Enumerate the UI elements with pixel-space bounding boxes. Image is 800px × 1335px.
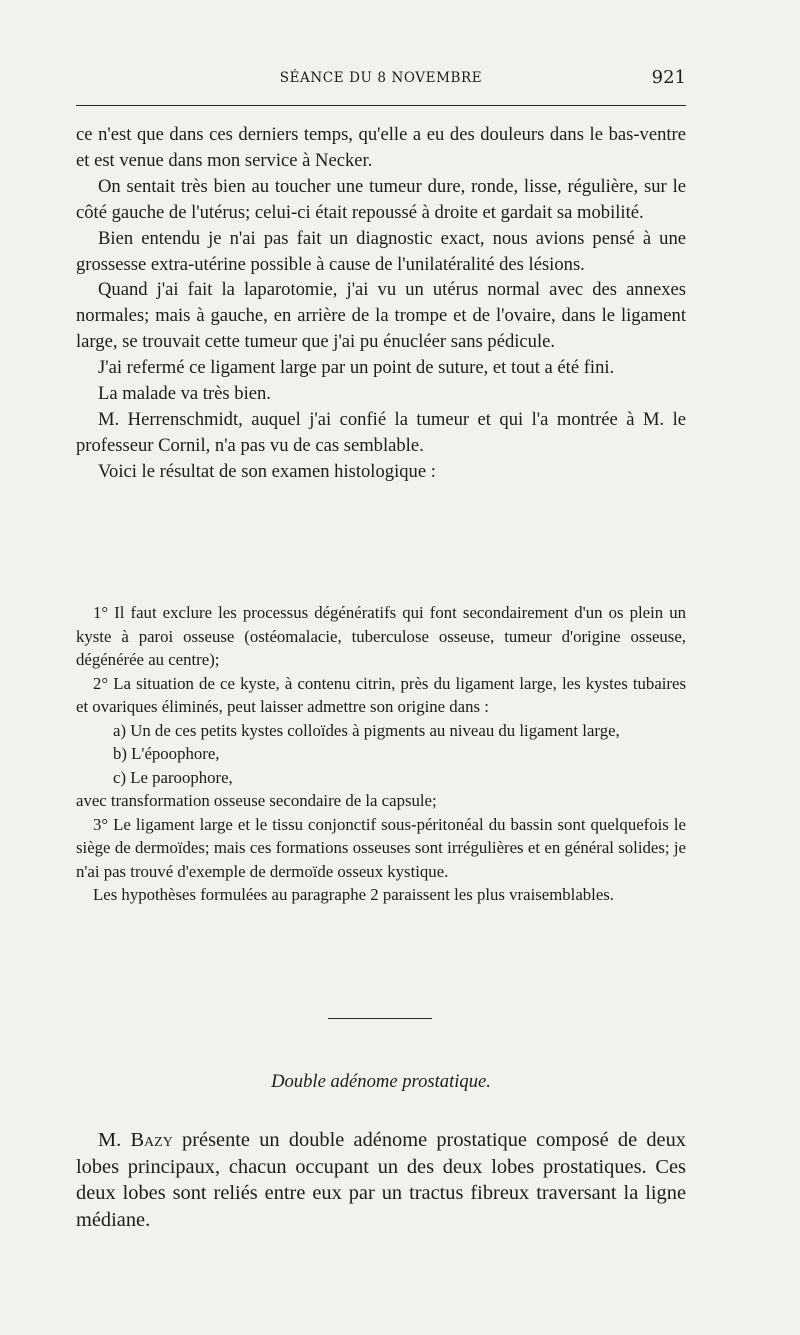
histology-point-2: 2° La situation de ce kyste, à contenu citrin, près du ligament large, les kystes tubaires et ovariques éliminés, peut laisser admettre son origine dans : bbox=[76, 673, 686, 716]
histology-option-c: c) Le paroophore, bbox=[113, 767, 233, 787]
paragraph: Voici le résultat de son examen histologique : bbox=[98, 460, 436, 482]
histology-option-a: a) Un de ces petits kystes colloïdes à pigments au niveau du ligament large, bbox=[113, 720, 620, 740]
section-divider bbox=[328, 1018, 432, 1019]
histology-conclusion: Les hypothèses formulées au paragraphe 2 paraissent les plus vraisemblables. bbox=[93, 885, 614, 904]
section-text: présente un double adénome prostatique composé de deux lobes principaux, chacun occupant un des deux lobes prostatiques. Ces deux lobes sont reliés entre eux par un tractus fibreux traversant la ligne médiane. bbox=[76, 1129, 686, 1231]
histology-report bbox=[76, 601, 686, 907]
histology-continuation: avec transformation osseuse secondaire de la capsule; bbox=[76, 791, 437, 810]
speaker-name: Bazy bbox=[130, 1129, 173, 1151]
section-body bbox=[76, 1127, 686, 1233]
histology-option-b: b) L'époophore, bbox=[113, 744, 220, 763]
running-title: SÉANCE DU 8 NOVEMBRE bbox=[279, 70, 483, 86]
header-rule bbox=[76, 105, 686, 106]
section-title: Double adénome prostatique. bbox=[271, 1071, 491, 1092]
page-number: 921 bbox=[651, 67, 686, 88]
paragraph: ce n'est que dans ces derniers temps, qu'elle a eu des douleurs dans le bas-ventre et est venue dans mon service à Necker. bbox=[76, 124, 686, 171]
main-text bbox=[76, 122, 686, 485]
paragraph: Quand j'ai fait la laparotomie, j'ai vu un utérus normal avec des annexes normales; mais à gauche, en arrière de la trompe et de l'ovaire, dans le ligament large, se trouvait cette tumeur que j'ai pu énucléer sans pédicule. bbox=[76, 279, 686, 353]
paragraph: On sentait très bien au toucher une tumeur dure, ronde, lisse, régulière, sur le côté gauche de l'utérus; celui-ci était repoussé à droite et gardait sa mobilité. bbox=[76, 175, 686, 223]
histology-point-1: 1° Il faut exclure les processus dégénératifs qui font secondairement d'un os plein un kyste à paroi osseuse (ostéomalacie, tuberculose osseuse, tumeur d'origine osseuse, dégénérée au centre); bbox=[76, 603, 686, 669]
histology-point-3: 3° Le ligament large et le tissu conjonctif sous-péritonéal du bassin sont quelquefois le siège de dermoïdes; mais ces formations osseuses sont irrégulières et en général solides; je n'ai pas trouvé d'exemple de dermoïde osseux kystique. bbox=[76, 814, 686, 881]
paragraph: M. Herrenschmidt, auquel j'ai confié la tumeur et qui l'a montrée à M. le professeur Cornil, n'a pas vu de cas semblable. bbox=[76, 408, 686, 456]
speaker-prefix: M. bbox=[98, 1129, 131, 1151]
page-header bbox=[76, 67, 686, 94]
paragraph: J'ai refermé ce ligament large par un point de suture, et tout a été fini. bbox=[98, 357, 615, 379]
paragraph: La malade va très bien. bbox=[98, 383, 271, 405]
paragraph: Bien entendu je n'ai pas fait un diagnostic exact, nous avions pensé à une grossesse extra-utérine possible à cause de l'unilatéralité des lésions. bbox=[76, 227, 686, 275]
paragraph bbox=[76, 1127, 686, 1233]
